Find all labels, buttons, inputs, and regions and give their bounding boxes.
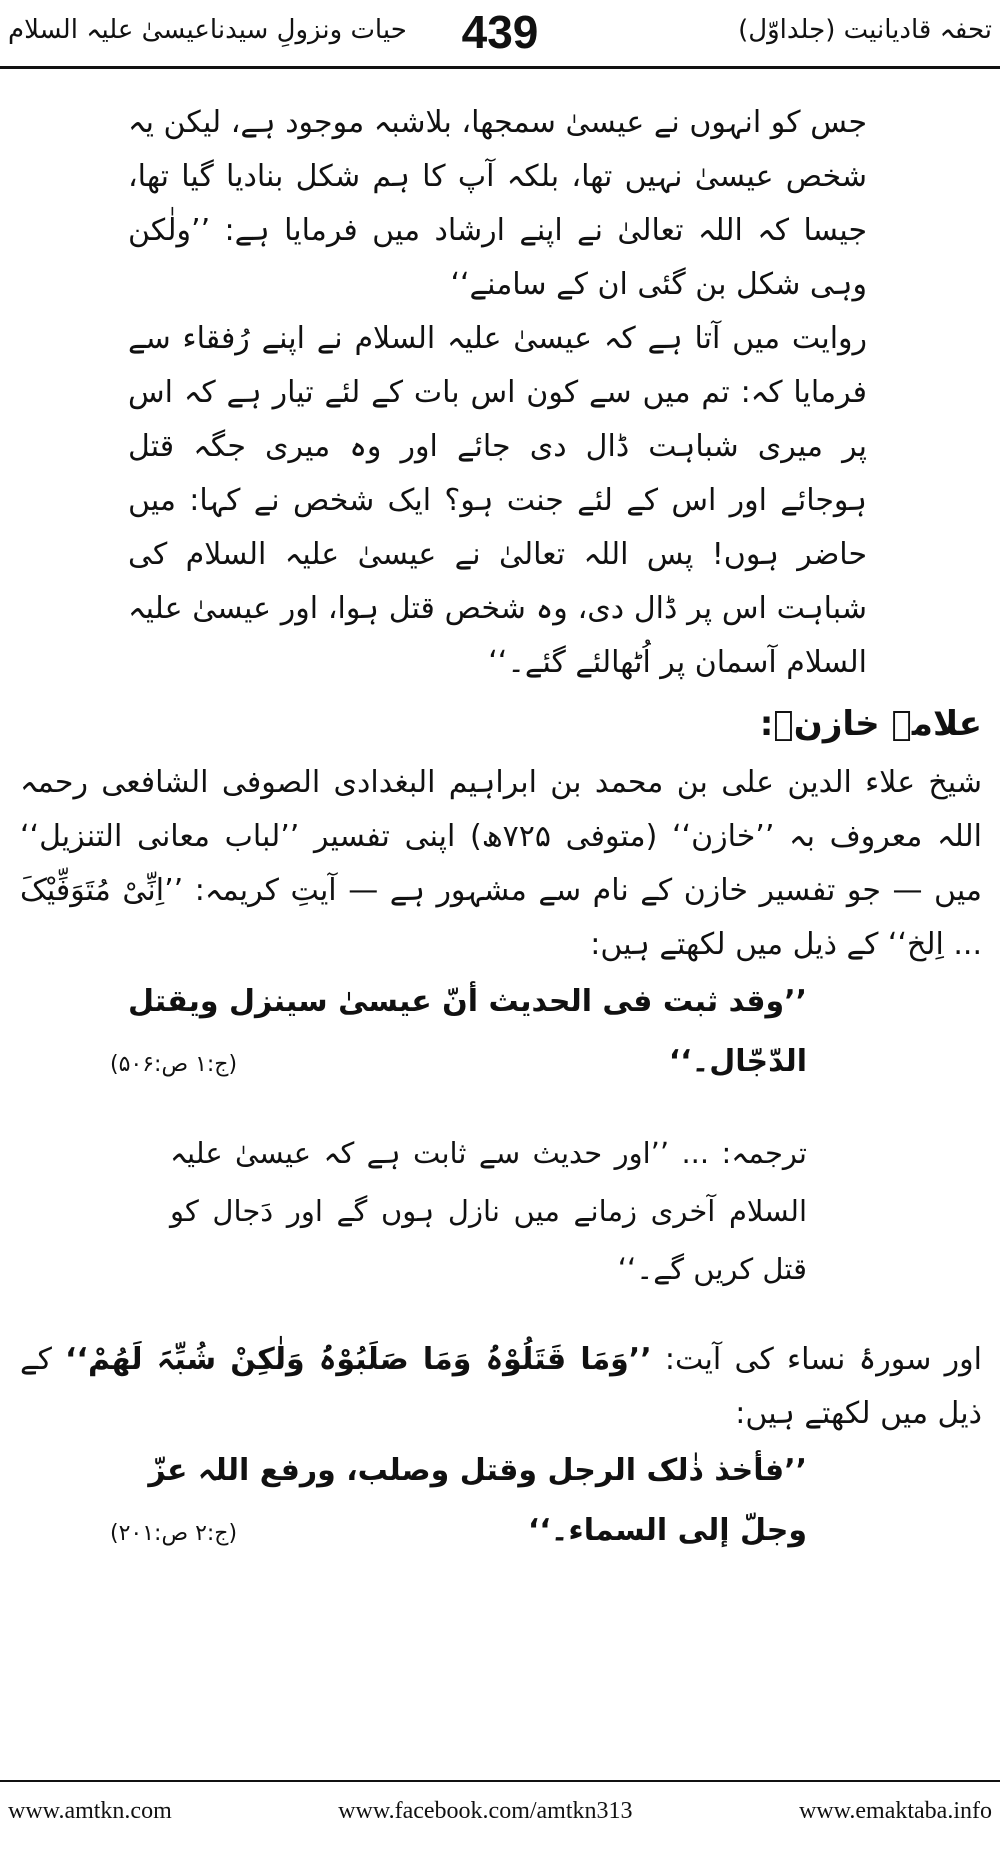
translation-1: ترجمہ: ... ’’اور حدیث سے ثابت ہے کہ عیسیٰ علیہ السلام آخری زمانے میں نازل ہوں گے اور دَجال کو قتل کریں گے۔‘‘ [170,1136,807,1286]
intro-2-suffix: کے ذیل میں لکھتے ہیں: [20,1342,982,1431]
paragraph-2: روایت میں آتا ہے کہ عیسیٰ علیہ السلام نے اپنے رُفقاء سے فرمایا کہ: تم میں سے کون اس بات کے لئے تیار ہے کہ اس پر میری شباہت ڈال دی جائے اور وہ میری جگہ قتل ہوجائے اور اس کے لئے جنت ہو؟ ایک شخص نے کہا: میں حاضر ہوں! پس اللہ تعالیٰ نے عیسیٰ علیہ السلام کی شباہت اس پر ڈال دی، وہ شخص قتل ہوا، اور عیسیٰ علیہ السلام آسمان پر اُٹھالئے گئے۔‘‘ [128,321,867,680]
reference-citation-1: (ج:۱ ص:۵۰۶) [110,1052,238,1077]
quran-verse: ’’وَمَا قَتَلُوْہُ وَمَا صَلَبُوْہُ وَلٰکِنْ شُبِّہَ لَھُمْ‘‘ [65,1342,652,1377]
reference-citation-2: (ج:۲ ص:۲۰۱) [110,1521,238,1546]
footer-link-emaktaba[interactable]: www.emaktaba.info [798,1798,992,1824]
footer-link-amtkn[interactable]: www.amtkn.com [8,1798,172,1824]
intro-paragraph-2 [20,1333,982,1441]
footer-link-facebook[interactable]: www.facebook.com/amtkn313 [338,1798,633,1824]
paragraph-1: جس کو انہوں نے عیسیٰ سمجھا، بلاشبہ موجود ہے، لیکن یہ شخص عیسیٰ نہیں تھا، بلکہ آپ کا ہم شکل بنادیا گیا تھا، جیسا کہ اللہ تعالیٰ نے اپنے ارشاد میں فرمایا ہے: ’’ولٰکن وہی شکل بن گئی ان کے سامنے‘‘ [128,105,867,302]
arabic-quote-2-line-2-row [110,1501,807,1564]
arabic-quote-1-line-2-row [110,1032,807,1095]
arabic-quote-1-line-2: الدّجّال۔‘‘ [668,1044,807,1079]
arabic-quote-2-line-1: ’’فأخذ ذٰلک الرجل وقتل وصلب، ورفع اللہ عزّ [148,1453,807,1488]
book-title: تحفہ قادیانیت (جلداوّل) [738,15,992,45]
arabic-quote-2-line-2: وجلّ إلی السماء۔‘‘ [528,1513,807,1548]
chapter-title: حیات ونزولِ سیدناعیسیٰ علیہ السلام [8,15,407,45]
intro-2-prefix: اور سورۂ نساء کی آیت: [651,1342,982,1377]
section-heading: علامہ خازنؒ: [759,704,982,744]
arabic-quote-2 [20,1441,982,1564]
arabic-quote-1-line-1: ’’وقد ثبت فی الحدیث أنّ عیسیٰ سینزل ویقتل [127,984,807,1019]
page-number: 439 [461,6,539,58]
page-footer [0,1780,1000,1842]
arabic-quote-1 [20,972,982,1095]
page-header [0,0,1000,69]
intro-paragraph: شیخ علاء الدین علی بن محمد بن ابراہیم البغدادی الصوفی الشافعی رحمہ اللہ معروف بہ ’’خازن‘‘ (متوفی ۷۲۵ھ) اپنی تفسیر ’’لباب معانی التنزیل‘‘ میں — جو تفسیر خازن کے نام سے مشہور ہے — آیتِ کریمہ: ’’اِنِّیْ مُتَوَفِّیْکَ ... اِلخ‘‘ کے ذیل میں لکھتے ہیں: [20,765,982,962]
page-content [20,96,982,1564]
